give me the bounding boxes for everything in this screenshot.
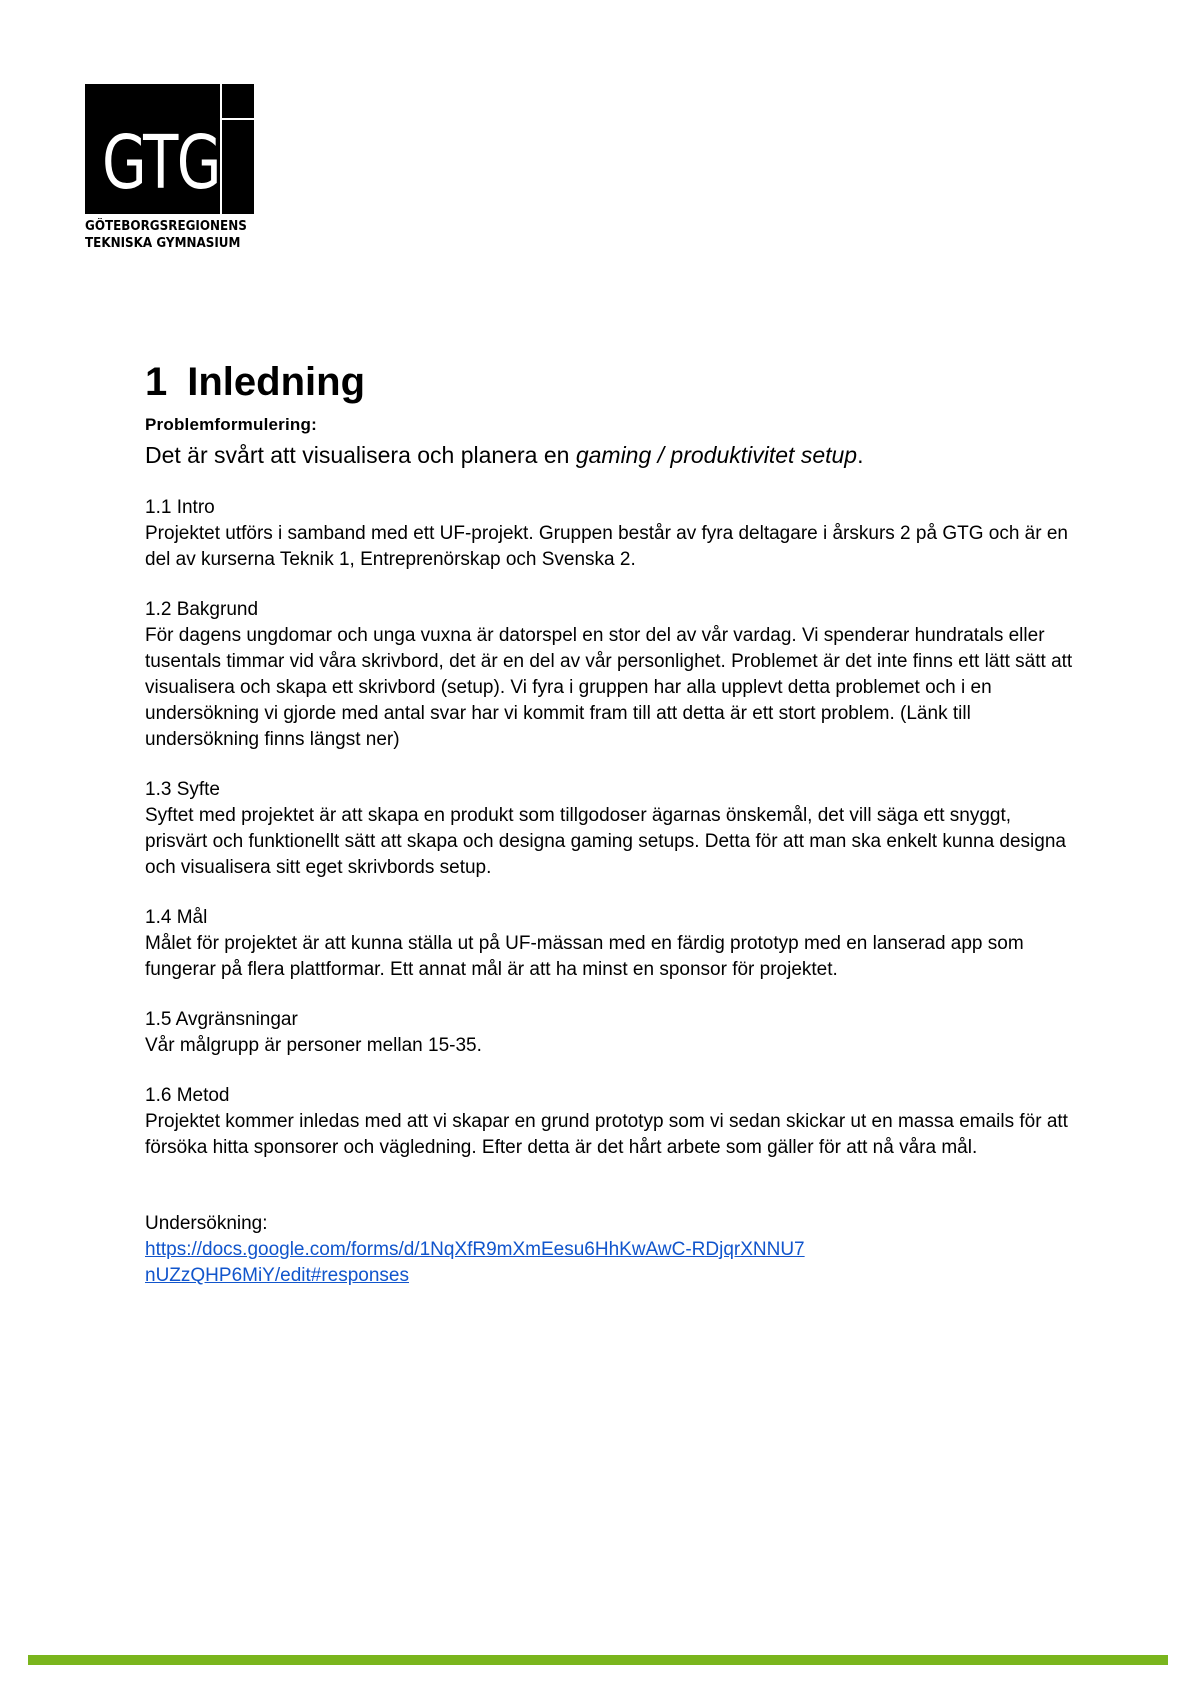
section-body: Projektet utförs i samband med ett UF-projekt. Gruppen består av fyra deltagare i årskurs 2 på GTG och är en del av kurserna Teknik 1, Entreprenörskap och Svenska 2. xyxy=(145,523,1068,570)
survey-link[interactable]: https://docs.google.com/forms/d/1NqXfR9mXmEesu6HhKwAwC-RDjqrXNNU7nUZzQHP6MiY/edit#responses xyxy=(145,1239,805,1286)
section-bakgrund xyxy=(145,597,1075,753)
chapter-number: 1 xyxy=(145,360,168,404)
section-title: 1.4 Mål xyxy=(145,907,208,928)
survey-block xyxy=(145,1211,1075,1289)
problem-statement-end: . xyxy=(857,442,864,468)
section-syfte xyxy=(145,777,1075,881)
logo-mark-text: GTG xyxy=(102,120,220,206)
problem-statement-italic: gaming / produktivitet setup xyxy=(575,442,858,468)
problem-statement-plain: Det är svårt att visualisera och planera en xyxy=(145,442,576,468)
chapter-title: Inledning xyxy=(187,360,366,404)
section-title: 1.3 Syfte xyxy=(145,779,220,800)
section-metod xyxy=(145,1083,1075,1161)
section-intro xyxy=(145,495,1075,573)
section-body: Målet för projektet är att kunna ställa ut på UF-mässan med en färdig prototyp med en lanserad app som fungerar på flera plattformar. Ett annat mål är att ha minst en sponsor för projektet. xyxy=(145,933,1024,980)
logo-vertical-line xyxy=(220,84,222,214)
chapter-heading xyxy=(145,355,1075,409)
section-body: Projektet kommer inledas med att vi skapar en grund prototyp som vi sedan skickar ut en massa emails för att försöka hitta sponsorer och vägledning. Efter detta är det hårt arbete som gäller för att nå våra mål. xyxy=(145,1111,1068,1158)
logo-line-2: TEKNISKA GYMNASIUM xyxy=(85,236,241,249)
footer-bar xyxy=(28,1655,1168,1665)
section-mal xyxy=(145,905,1075,983)
section-body: För dagens ungdomar och unga vuxna är datorspel en stor del av vår vardag. Vi spenderar hundratals eller tusentals timmar vid våra skrivbord, det är en del av vår personlighet. Problemet är det inte finns ett lätt sätt att visualisera och skapa ett skrivbord (setup). Vi fyra i gruppen har alla upplevt detta problemet och i en undersökning vi gjorde med antal svar har vi kommit fram till att detta är ett stort problem. (Länk till undersökning finns längst ner) xyxy=(145,625,1073,750)
section-title: 1.1 Intro xyxy=(145,497,215,518)
problem-statement xyxy=(145,439,1075,471)
logo-horizontal-line xyxy=(220,118,254,120)
section-body: Syftet med projektet är att skapa en produkt som tillgodoser ägarnas önskemål, det vill säga ett snyggt, prisvärt och funktionellt sätt att skapa och designa gaming setups. Detta för att man ska enkelt kunna designa och visualisera sitt eget skrivbords setup. xyxy=(145,805,1066,878)
document-body xyxy=(145,355,1075,1289)
logo-line-1: GÖTEBORGSREGIONENS xyxy=(85,219,247,234)
logo-mark-box xyxy=(85,84,254,214)
section-title: 1.6 Metod xyxy=(145,1085,230,1106)
problem-label: Problemformulering: xyxy=(145,415,317,434)
school-logo xyxy=(85,84,255,249)
section-avgransningar xyxy=(145,1007,1075,1059)
survey-label: Undersökning: xyxy=(145,1213,268,1234)
section-title: 1.5 Avgränsningar xyxy=(145,1009,298,1030)
section-body: Vår målgrupp är personer mellan 15-35. xyxy=(145,1035,482,1056)
section-title: 1.2 Bakgrund xyxy=(145,599,259,620)
